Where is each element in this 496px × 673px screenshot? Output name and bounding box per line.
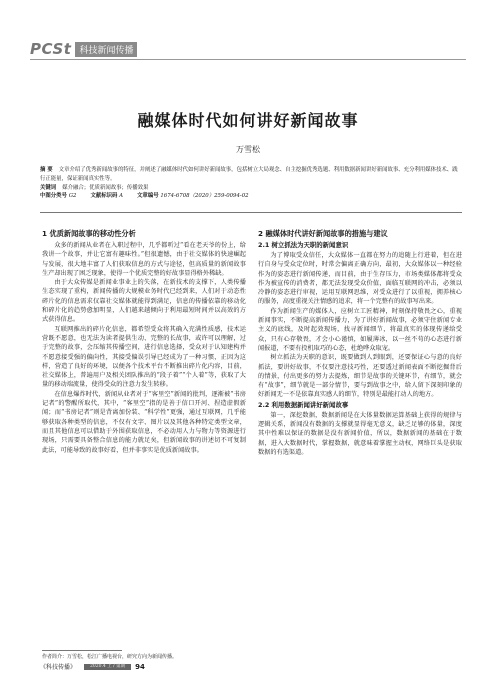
article-author: 万雪松	[236, 145, 260, 154]
paragraph: 众多的新闻从业者在入职过程中，几乎都听过“看在老天爷的份上，给我讲一个故事，并让它富有趣味性。”但很遗憾，由于社交媒体的快速崛起与发展，很大地丰富了人们获取信息的方式与途径，但高质量的新闻故事生产却出现了困乏现象，使得一个优质完整的好故事显得格外稀缺。	[42, 242, 246, 277]
header-divider	[30, 59, 466, 60]
journal-header	[30, 40, 137, 58]
issue-bar: 2020.4 上 / 第期	[84, 664, 131, 670]
footnote-divider	[42, 650, 122, 651]
paragraph: 互联网推出的碎片化信息，都希望受众将其确入充满性质感，技术运营既不愿意，也无法为读者提供生动、完整的长故事，或许可以理解，过于完整的故事，会压缩其传播空间，进行信息选择，受众对于认知建构并不愿意接受强的偏向性，其接受偏误引导已经成为了一种习惯，正因为这样，营造了良好的环境，以便各个技术平台不断推出碎片化内容，目前，社交媒体上，普遍用户及相关团队推出的“段子着”“个人着”等，获取了大量的移动端流量，使得受众的注意力发生转移。	[42, 325, 246, 389]
section-1-heading: 1 优质新闻故事的移动性分析	[42, 229, 136, 238]
abstract-divider	[40, 212, 462, 213]
keywords-row	[40, 184, 462, 193]
article-title: 融媒体时代如何讲好新闻故事	[137, 111, 359, 130]
paragraph: 树立抓法为天职的意识，既要做到人到眼到，还要保证心与意的良好抓法，要讲好故事，不仅要注意技巧性，还要透过新闻表面不断挖掘背后的情景，付出更多的努力去提炼，细节是故事的关键环节，有细节，就会有“故事”，细节就是一部分情节，要与到故事之中，给人留下深刻印象的好新闻无一不是依靠真实感人的细节，特别是最能打动人的地方。	[258, 354, 462, 399]
journal-name: 《科技传播》	[40, 664, 77, 671]
abstract-row	[40, 166, 462, 184]
keywords-text: 媒介融合；优质新闻故事；传播效果	[62, 184, 149, 191]
abstract-block	[40, 166, 462, 201]
page-number: 94	[135, 662, 145, 671]
abstract-text: 文章介绍了优秀新闻故事的特征，并阐述了融媒体时代如何讲好新闻故事，包括树立大局观念、自主挖掘优秀选题、利用数据新闻讲好新闻故事、充分利用媒体技术、践行正能量，保证新闻真实性等。	[40, 167, 458, 182]
page-footer	[40, 662, 145, 671]
section-2-heading: 2 融媒体时代讲好新闻故事的措施与建议	[258, 229, 388, 238]
classification-row	[40, 192, 462, 201]
paragraph: 由于大众传媒是新闻业事业上的失落，在新技术的支撑下，人类传播生态实现了重构，新闻传播的大规模业务时代已经到来，人们对于动态性碎片化的信息需求仅靠社交媒体就能得到满足，信息的传播依靠的移动化和碎片化的趋势愈加明显，人们越来越倾向于利用最短时间并以高效的方式获得信息。	[42, 279, 246, 324]
left-column	[42, 225, 246, 455]
section-tag: 科技新闻传播	[75, 42, 137, 57]
paragraph: 第一，深挖数据，数据新闻是在大体量数据运算基础上获得的规律与逻辑关系，新闻没有数据的支撑就显得毫无意义，缺乏足够的体量，深度其中性难以保证的数据是没有新闻价值，所以，数据新闻的基础在于数据，进入大数据时代，掌握数据，就意味着掌握主动权，网络巨头是获取数据的有选渠道。	[258, 411, 462, 456]
clc-value: G2	[68, 193, 77, 200]
subsection-2-1-heading: 2.1 树立抓法为天职的新闻意识	[258, 241, 349, 249]
article-id-value: 1674-6708（2020）259-0094-02	[160, 193, 249, 200]
journal-logo: PCSt	[30, 40, 72, 58]
clc-label: 中图分类号	[40, 193, 67, 200]
paragraph: 为了博取受众信任，大众媒体一直都在努力的追随上行进着，但在进行自身与受众定位时，时常会偏离正确方向，最初，大众媒体以一种经验作为的姿态进行新闻传递，而目前，由于生存压力，市场类媒体都将受众作为被宣传的消费者，都无法发现受众价值，面临互联网的冲击，必须以冷静的姿态进行审视，运用互联网思维，对受众进行了以重视，拥养核心的服务，高度重视关注情感的追求，将一个完整有的故事写出来。	[258, 252, 462, 306]
article-id-label: 文章编号	[137, 193, 159, 200]
right-column	[258, 225, 462, 457]
subsection-2-2-heading: 2.2 利用数据新闻讲好新闻故事	[258, 400, 349, 409]
abstract-label: 摘 要	[40, 167, 53, 173]
paragraph: 作为新闻生产的媒体人，应树立工匠精神，时刻保持敬畏之心，重视新闻事实，不断提高新闻传播力，为了讲好新闻故事，必须守住新闻专业主义的底线，及时起效现场，找寻新闻细节，将最真实的体现传递给受众，只有心存敬畏，才会小心谨慎，如履薄冰，以一丝不苟的心态进行新闻报道，不要有投机取巧的心态，杜绝哗众取宠。	[258, 307, 462, 352]
doc-label: 文献标识码	[90, 193, 118, 200]
paragraph: 在信息爆炸时代，新闻从业者对于“客里空”新闻的批判，逐渐被“书房记者”的警醒所取代，其中，“客里空”指的是善于信口开河、捏造虚假新闻；而“书房记者”则是背离加份装、“科学性”更强，通过互联网，几乎能够获取各种类型的信息，不仅有文字、图片以及其他各种特定类型文章，而且其他信息可以借助于外围获取信息，不必动用人力与物力等资源进行现场，只需要具备整合信息的能力就足矣，但新闻故事的讲述切不可复制此法，可能导致的故事好看，但并非事实是优质新闻故事。	[42, 390, 246, 454]
author-footnote: 作者简介：万雪松，松江广播电视台，研究方向为新闻传播。	[42, 654, 178, 660]
doc-value: A	[119, 193, 124, 200]
keywords-label: 关键词	[40, 184, 57, 191]
